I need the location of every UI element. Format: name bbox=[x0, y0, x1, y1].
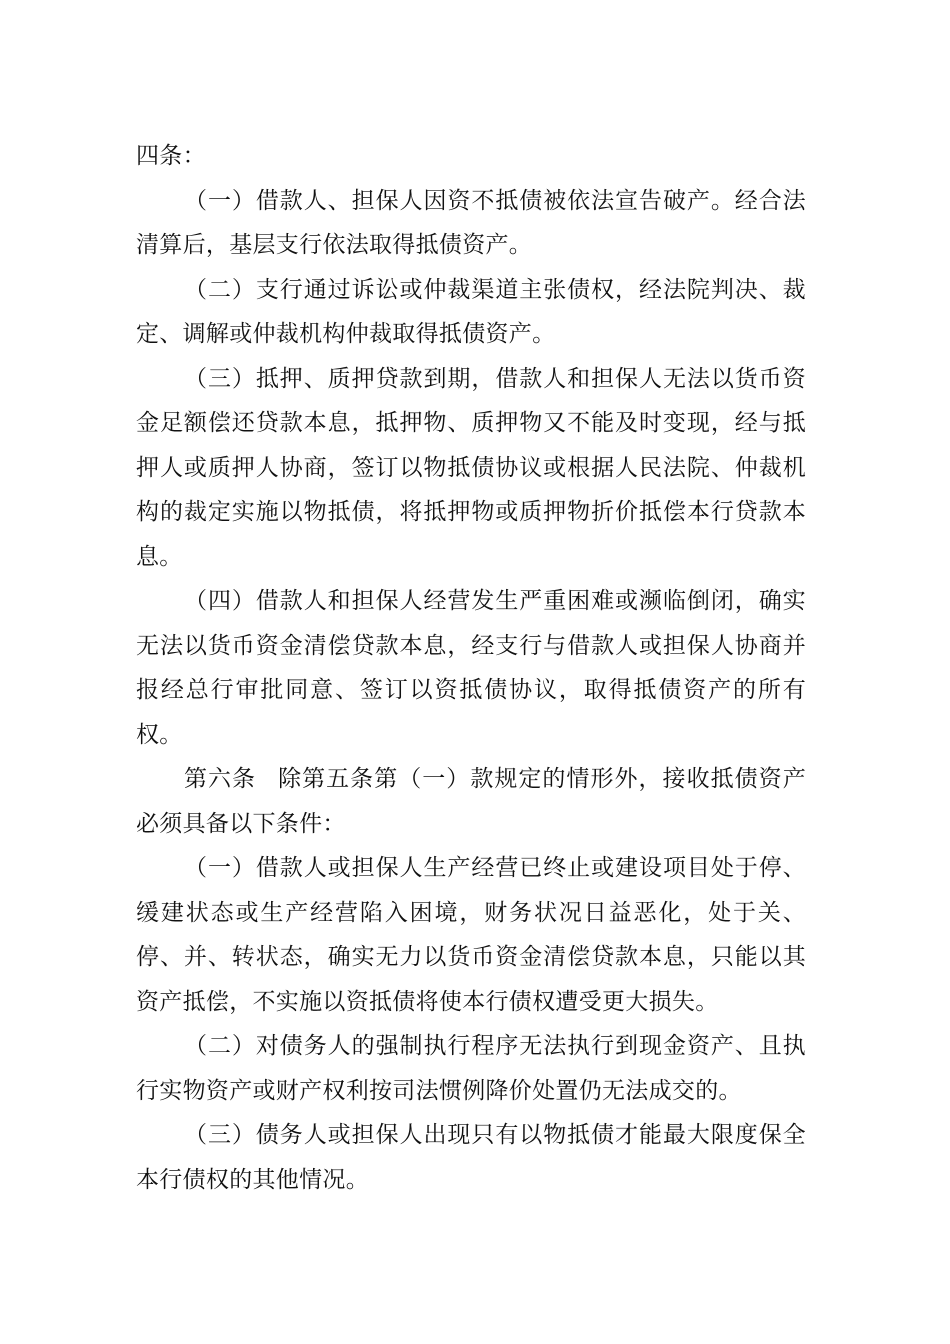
article-text: 除第五条第（一）款规定的情形外，接收抵债资产必须具备以下条件： bbox=[136, 766, 806, 837]
paragraph-clause-3: （三）抵押、质押贷款到期，借款人和担保人无法以货币资金足额偿还贷款本息，抵押物、质押物又不能及时变现，经与抵押人或质押人协商，签订以物抵债协议或根据人民法院、仲裁机构的裁定实施以物抵债，将抵押物或质押物折价抵偿本行贷款本息。 bbox=[136, 365, 806, 570]
paragraph-condition-1: （一）借款人或担保人生产经营已终止或建设项目处于停、缓建状态或生产经营陷入困境，财务状况日益恶化，处于关、停、并、转状态，确实无力以货币资金清偿贷款本息，只能以其资产抵偿，不实施以资抵债将使本行债权遭受更大损失。 bbox=[136, 855, 806, 1015]
document-body bbox=[136, 134, 806, 1202]
paragraph-heading-continuation: 四条： bbox=[136, 143, 206, 169]
paragraph-clause-1: （一）借款人、担保人因资不抵债被依法宣告破产。经合法清算后，基层支行依法取得抵债资产。 bbox=[136, 187, 806, 258]
paragraph-condition-3: （三）债务人或担保人出现只有以物抵债才能最大限度保全本行债权的其他情况。 bbox=[136, 1122, 806, 1193]
paragraph-clause-2: （二）支行通过诉讼或仲裁渠道主张债权，经法院判决、裁定、调解或仲裁机构仲裁取得抵债资产。 bbox=[136, 276, 806, 347]
paragraph-clause-4: （四）借款人和担保人经营发生严重困难或濒临倒闭，确实无法以货币资金清偿贷款本息，经支行与借款人或担保人协商并报经总行审批同意、签订以资抵债协议，取得抵债资产的所有权。 bbox=[136, 588, 806, 748]
article-number: 第六条 bbox=[184, 766, 257, 792]
paragraph-condition-2: （二）对债务人的强制执行程序无法执行到现金资产、且执行实物资产或财产权利按司法惯例降价处置仍无法成交的。 bbox=[136, 1033, 806, 1104]
paragraph-article-6 bbox=[136, 757, 806, 846]
